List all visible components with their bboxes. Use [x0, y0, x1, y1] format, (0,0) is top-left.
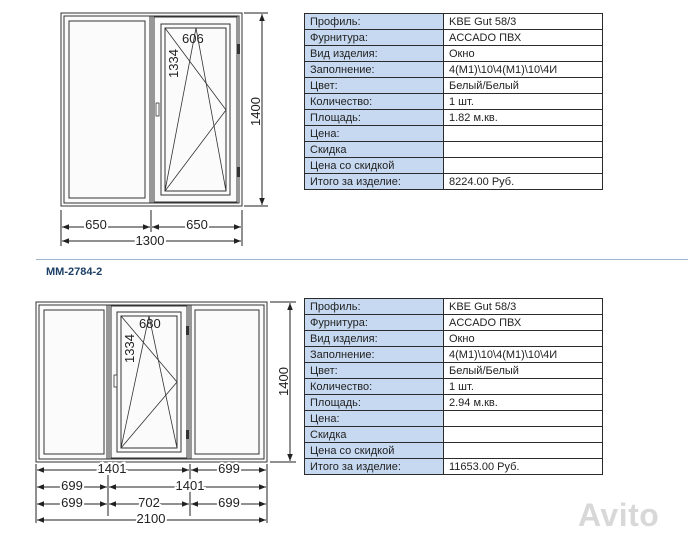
- spec-label: Профиль:: [305, 299, 444, 315]
- spec-value: ACCADO ПВХ: [444, 315, 603, 331]
- left-part-label: 650: [85, 217, 107, 232]
- row1-right-label: 699: [218, 461, 240, 476]
- window-1-drawing: [0, 0, 300, 258]
- spec-label: Фурнитура:: [305, 315, 444, 331]
- spec-row: [305, 62, 603, 78]
- spec-value: 1 шт.: [444, 379, 603, 395]
- total-height-label: 1400: [248, 97, 263, 126]
- spec-row: [305, 347, 603, 363]
- spec-value: Белый/Белый: [444, 78, 603, 94]
- spec-value: KBE Gut 58/3: [444, 299, 603, 315]
- spec-row: [305, 14, 603, 30]
- spec-value: [444, 411, 603, 427]
- hinge-top: [237, 44, 240, 54]
- spec-row: [305, 158, 603, 174]
- right-part-label: 650: [186, 217, 208, 232]
- spec-value: Белый/Белый: [444, 363, 603, 379]
- spec-row: [305, 427, 603, 443]
- spec-row: [305, 78, 603, 94]
- window-1-spec-table: [304, 13, 603, 190]
- watermark-text: Avito: [578, 497, 660, 533]
- row3-b-label: 702: [138, 495, 160, 510]
- spec-row: [305, 459, 603, 475]
- spec-label: Скидка: [305, 427, 444, 443]
- row1-left-label: 1401: [97, 461, 127, 476]
- spec-row: [305, 30, 603, 46]
- hinge-bottom-2: [186, 430, 189, 439]
- spec-value: [444, 427, 603, 443]
- spec-label: Скидка: [305, 142, 444, 158]
- avito-watermark: [578, 497, 659, 534]
- spec-value: [444, 443, 603, 459]
- spec-label: Цена со скидкой: [305, 158, 444, 174]
- spec-row: [305, 315, 603, 331]
- window-1-frame: [61, 13, 242, 206]
- spec-value: 1 шт.: [444, 94, 603, 110]
- spec-value: [444, 126, 603, 142]
- section-divider: [36, 259, 688, 260]
- spec-row: [305, 363, 603, 379]
- model-code: MM-2784-2: [46, 266, 103, 278]
- spec-rows: [305, 299, 603, 475]
- spec-value: KBE Gut 58/3: [444, 14, 603, 30]
- hinge-top-2: [186, 326, 189, 335]
- spec-label: Заполнение:: [305, 62, 444, 78]
- spec-rows: [305, 14, 603, 190]
- spec-row: [305, 395, 603, 411]
- sash-width-label: 606: [182, 31, 204, 46]
- spec-label: Цена со скидкой: [305, 443, 444, 459]
- spec-row: [305, 299, 603, 315]
- sash-height-label-2: 1334: [122, 334, 137, 363]
- window-handle-2: [114, 375, 117, 387]
- window-2-spec-table: [304, 298, 603, 475]
- spec-label: Профиль:: [305, 14, 444, 30]
- hinge-bottom: [237, 167, 240, 177]
- spec-label: Цвет:: [305, 363, 444, 379]
- spec-label: Цена:: [305, 126, 444, 142]
- spec-value: Окно: [444, 331, 603, 347]
- sash-width-label-2: 680: [139, 316, 161, 331]
- row3-c-label: 699: [218, 495, 240, 510]
- spec-label: Количество:: [305, 379, 444, 395]
- spec-row: [305, 94, 603, 110]
- spec-label: Цвет:: [305, 78, 444, 94]
- window-2-drawing: [0, 290, 300, 540]
- spec-value: 1.82 м.кв.: [444, 110, 603, 126]
- spec-value: Окно: [444, 46, 603, 62]
- spec-value: [444, 142, 603, 158]
- spec-label: Вид изделия:: [305, 46, 444, 62]
- total-height-label-2: 1400: [276, 367, 291, 396]
- spec-label: Итого за изделие:: [305, 174, 444, 190]
- window-handle: [156, 103, 159, 116]
- sash-height-label: 1334: [166, 49, 181, 78]
- spec-value: ACCADO ПВХ: [444, 30, 603, 46]
- spec-value: 4(М1)\10\4(М1)\10\4И: [444, 62, 603, 78]
- spec-value: 11653.00 Руб.: [444, 459, 603, 475]
- total-width-label: 1300: [135, 233, 165, 248]
- row2-right-label: 1401: [175, 478, 205, 493]
- spec-value: [444, 158, 603, 174]
- spec-row: [305, 331, 603, 347]
- total-width-label-2: 2100: [136, 511, 166, 526]
- spec-row: [305, 411, 603, 427]
- spec-label: Количество:: [305, 94, 444, 110]
- spec-row: [305, 142, 603, 158]
- spec-label: Площадь:: [305, 110, 444, 126]
- spec-label: Цена:: [305, 411, 444, 427]
- spec-row: [305, 443, 603, 459]
- row3-a-label: 699: [61, 495, 83, 510]
- spec-value: 4(М1)\10\4(М1)\10\4И: [444, 347, 603, 363]
- spec-row: [305, 110, 603, 126]
- spec-label: Итого за изделие:: [305, 459, 444, 475]
- spec-row: [305, 379, 603, 395]
- spec-label: Фурнитура:: [305, 30, 444, 46]
- spec-row: [305, 174, 603, 190]
- spec-label: Площадь:: [305, 395, 444, 411]
- spec-row: [305, 126, 603, 142]
- spec-label: Заполнение:: [305, 347, 444, 363]
- spec-row: [305, 46, 603, 62]
- spec-value: 8224.00 Руб.: [444, 174, 603, 190]
- row2-left-label: 699: [61, 478, 83, 493]
- spec-label: Вид изделия:: [305, 331, 444, 347]
- spec-value: 2.94 м.кв.: [444, 395, 603, 411]
